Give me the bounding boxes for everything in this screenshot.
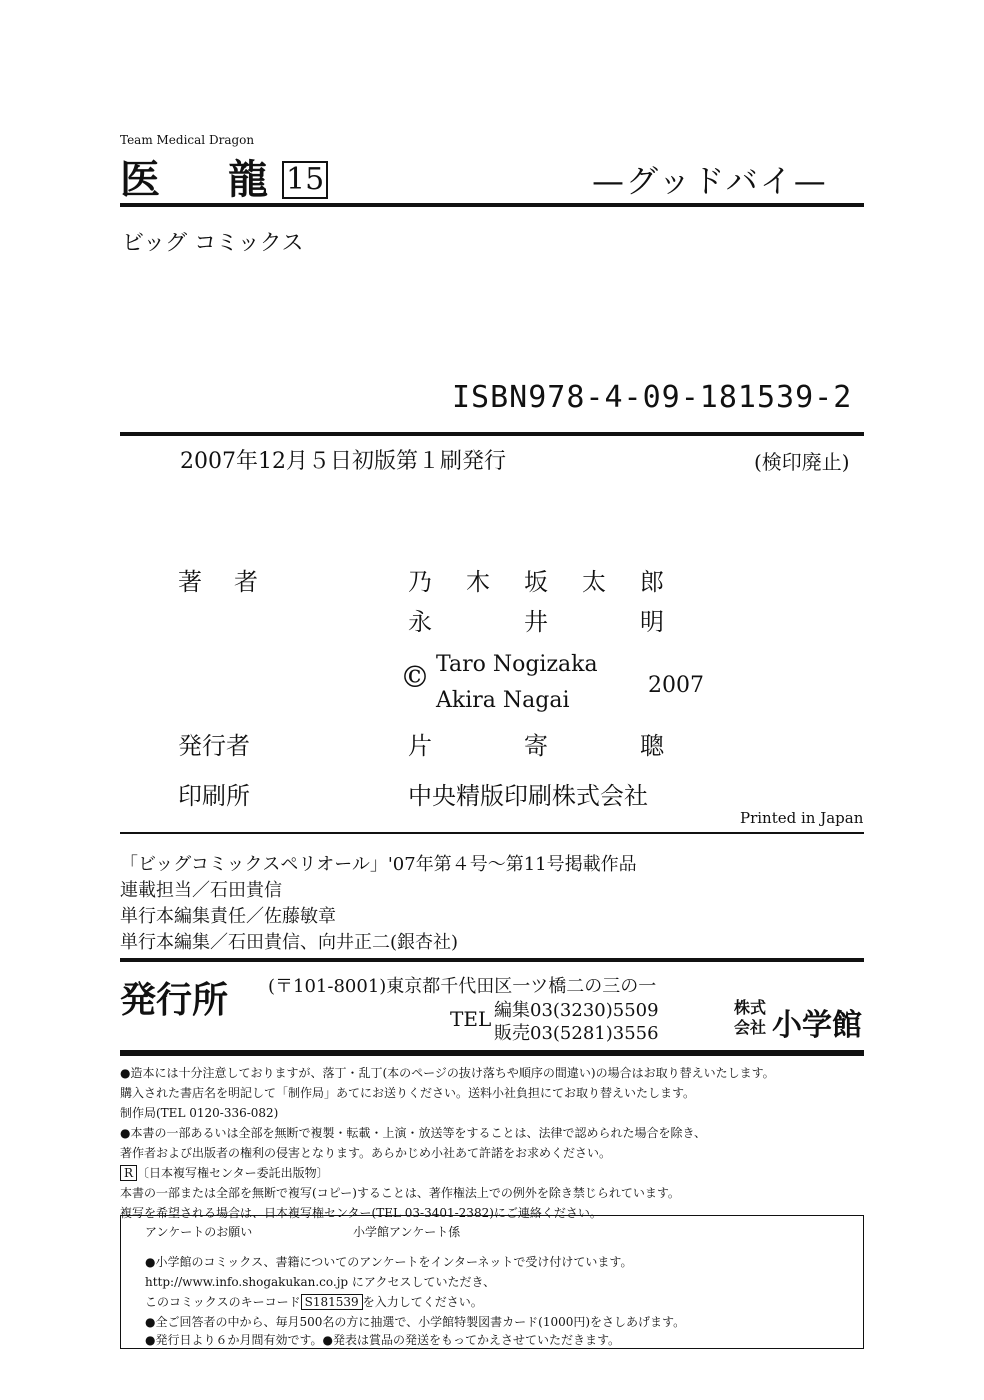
seal-note: (検印廃止): [754, 450, 850, 474]
copyright-name-1: Taro Nogizaka: [436, 652, 598, 677]
author1-char: 木: [466, 568, 490, 596]
notice-line-6-text: 〔日本複写権センター委託出版物〕: [137, 1166, 329, 1180]
survey-line-3-pre: このコミックスのキーコード: [145, 1295, 301, 1309]
copyright-name-2: Akira Nagai: [436, 688, 570, 713]
publisher-person-char: 寄: [524, 732, 548, 760]
notice-line-6: [120, 1163, 329, 1183]
author1-char: 太: [582, 568, 606, 596]
notice-line-3: 制作局(TEL 0120-336-082): [120, 1106, 279, 1120]
notice-line-2: 購入された書店名を明記して「制作局」あてにお送りください。送料小社負担にてお取り替えいたします。: [120, 1086, 696, 1100]
isbn-rule: [120, 432, 864, 436]
publisher-person-label: 発行者: [178, 732, 250, 760]
corp-prefix-bottom: 会社: [734, 1018, 767, 1037]
isbn: ISBN978-4-09-181539-2: [452, 380, 853, 415]
tel-sales: 販売03(5281)3556: [494, 1023, 659, 1044]
author2-char: 永: [408, 608, 432, 636]
publication-date: 2007年12月５日初版第１刷発行: [180, 449, 506, 474]
notice-line-5: 著作者および出版者の権利の侵害となります。あらかじめ小社あて許諾をお求めください。: [120, 1146, 612, 1160]
author-label: 著 者: [178, 568, 262, 596]
publisher-address: (〒101-8001)東京都千代田区一ツ橋二の三の一: [268, 976, 657, 997]
credits-rule: [120, 832, 864, 834]
subtitle: —グッドバイ—: [592, 162, 828, 200]
author2-char: 明: [640, 608, 664, 636]
reproduction-mark: R: [120, 1165, 137, 1181]
publisher-rule: [120, 1050, 864, 1056]
corp-prefix: [734, 998, 766, 1038]
survey-line-4: ●全ご回答者の中から、毎月500名の方に抽選で、小学館特製図書カード(1000円)をさしあげます。: [145, 1315, 686, 1329]
serial-rule: [120, 958, 864, 962]
tel-editorial: 編集03(3230)5509: [494, 1000, 659, 1021]
survey-line-3: [145, 1292, 483, 1312]
copyright-year: 2007: [648, 673, 704, 698]
printed-in-japan: Printed in Japan: [740, 809, 864, 827]
publisher-person-char: 片: [408, 732, 432, 760]
publisher-person-char: 聰: [640, 732, 664, 760]
serial-line-2: 連載担当／石田貴信: [120, 880, 282, 901]
publisher-label: 発行所: [120, 980, 229, 1021]
author2-char: 井: [524, 608, 548, 636]
author-name-1: [408, 562, 664, 597]
notice-line-1: ●造本には十分注意しておりますが、落丁・乱丁(本のページの抜け落ちや順序の間違い)の場合はお取り替えいたします。: [120, 1066, 775, 1080]
survey-line-3-post: を入力してください。: [362, 1295, 483, 1309]
survey-line-2: http://www.info.shogakukan.co.jp にアクセスしていただき、: [145, 1275, 496, 1289]
header-rule: [120, 203, 864, 207]
serial-line-3: 単行本編集責任／佐藤敏章: [120, 906, 336, 927]
publisher-person-name: [408, 726, 664, 761]
survey-title: アンケートのお願い: [145, 1225, 253, 1239]
survey-line-5: ●発行日より６か月間有効です。●発表は賞品の発送をもってかえさせていただきます。: [145, 1333, 621, 1347]
author-name-2: [408, 602, 664, 637]
copyright-symbol: ©: [400, 660, 430, 695]
printer-name: 中央精版印刷株式会社: [408, 782, 648, 810]
corp-name: 小学館: [772, 1008, 862, 1043]
survey-key-code: S181539: [301, 1294, 363, 1310]
tel-label: TEL: [450, 1007, 492, 1031]
author1-char: 乃: [408, 568, 432, 596]
survey-dept: 小学館アンケート係: [353, 1225, 461, 1239]
survey-box: [120, 1215, 864, 1349]
title-text: 医 龍: [120, 156, 282, 203]
notice-line-8: 複写を希望される場合は、日本複写権センター(TEL 03-3401-2382)にご連絡ください。: [120, 1206, 602, 1220]
title-logo: [120, 148, 328, 205]
serial-line-1: 「ビッグコミックスペリオール」'07年第４号〜第11号掲載作品: [120, 854, 637, 875]
volume-number: 15: [282, 161, 328, 199]
comics-label: ビッグ コミックス: [122, 231, 304, 256]
printer-label: 印刷所: [178, 782, 250, 810]
survey-line-1: ●小学館のコミックス、書籍についてのアンケートをインターネットで受け付けています。: [145, 1255, 633, 1269]
notice-line-7: 本書の一部または全部を無断で複写(コピー)することは、著作権法上での例外を除き禁じられています。: [120, 1186, 680, 1200]
author1-char: 郎: [640, 568, 664, 596]
serial-line-4: 単行本編集／石田貴信、向井正二(銀杏社): [120, 932, 459, 953]
corp-prefix-top: 株式: [734, 998, 767, 1017]
english-title: Team Medical Dragon: [120, 133, 255, 147]
notice-line-4: ●本書の一部あるいは全部を無断で複製・転載・上演・放送等をすることは、法律で認められた場合を除き、: [120, 1126, 706, 1140]
author1-char: 坂: [524, 568, 548, 596]
